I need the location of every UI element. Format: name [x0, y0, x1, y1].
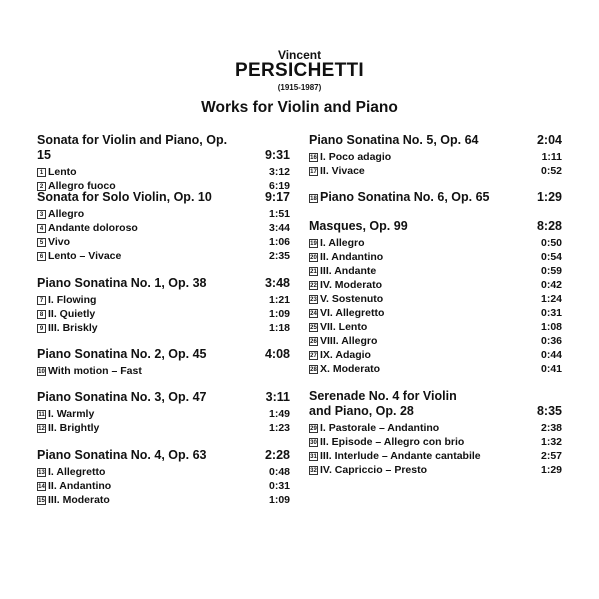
track-title: I. Allegretto	[48, 466, 106, 478]
work-title: Piano Sonatina No. 2, Op. 45	[37, 347, 207, 361]
track-number: 28	[310, 367, 317, 373]
track-row	[309, 250, 562, 264]
track-title: I. Pastorale – Andantino	[320, 422, 440, 434]
track-title: Vivo	[48, 236, 70, 248]
track-row	[37, 321, 290, 335]
track-row	[37, 249, 290, 263]
track-number: 22	[310, 283, 317, 289]
track-row	[37, 293, 290, 307]
composer-dates: (1915-1987)	[277, 83, 322, 92]
track-title: II. Brightly	[48, 422, 100, 434]
work-title: Piano Sonatina No. 5, Op. 64	[309, 133, 479, 147]
track-number: 15	[38, 498, 45, 504]
work-title: Piano Sonatina No. 1, Op. 38	[37, 276, 207, 290]
track-number: 24	[310, 311, 317, 317]
track-row	[37, 207, 290, 221]
work-title-row	[37, 448, 290, 463]
work-title-line2: and Piano, Op. 28	[309, 404, 414, 418]
track-number: 23	[310, 297, 317, 303]
track-row	[309, 421, 562, 435]
track-title: II. Vivace	[320, 165, 365, 177]
track-title: X. Moderato	[320, 363, 381, 375]
track-duration: 1:24	[540, 293, 562, 305]
track-title: Lento	[48, 166, 77, 178]
work-title-row	[309, 219, 562, 234]
track-title: V. Sostenuto	[320, 293, 384, 305]
track-duration: 1:09	[268, 308, 290, 320]
track-row	[37, 493, 290, 507]
track-title: I. Poco adagio	[320, 151, 392, 163]
work-duration: 1:29	[536, 190, 562, 204]
track-duration: 1:51	[268, 208, 290, 220]
track-number: 6	[37, 252, 46, 261]
track-row	[37, 407, 290, 421]
track-number: 16	[310, 155, 317, 161]
track-title: IV. Capriccio – Presto	[320, 464, 427, 476]
track-duration: 1:29	[540, 464, 562, 476]
track-title: I. Flowing	[48, 294, 97, 306]
work-piano-sonatina-5	[309, 133, 562, 178]
track-duration: 0:36	[540, 335, 562, 347]
track-row	[309, 449, 562, 463]
track-number: 31	[310, 454, 317, 460]
work-title: Sonata for Solo Violin, Op. 10	[37, 190, 212, 204]
track-title: III. Moderato	[48, 494, 110, 506]
track-title: With motion – Fast	[48, 365, 142, 377]
track-duration: 3:44	[268, 222, 290, 234]
work-title: Masques, Op. 99	[309, 219, 408, 233]
track-duration: 0:44	[540, 349, 562, 361]
track-duration: 3:12	[268, 166, 290, 178]
work-title-row	[37, 276, 290, 291]
work-violin-sonata-op15	[37, 133, 290, 193]
track-row	[37, 465, 290, 479]
track-title: I. Allegro	[320, 237, 365, 249]
track-row	[309, 236, 562, 250]
track-title: VI. Allegretto	[320, 307, 385, 319]
work-title: Piano Sonatina No. 6, Op. 65	[320, 190, 490, 204]
composer-first-name: Vincent	[277, 48, 322, 62]
track-title: VII. Lento	[320, 321, 368, 333]
track-number: 21	[310, 269, 317, 275]
work-duration: 2:28	[264, 448, 290, 462]
track-row	[37, 165, 290, 179]
work-piano-sonatina-3	[37, 390, 290, 435]
work-piano-sonatina-1	[37, 276, 290, 335]
work-title-row	[309, 133, 562, 148]
track-number: 19	[310, 241, 317, 247]
work-serenade-no4-op28	[309, 389, 562, 477]
work-piano-sonatina-2	[37, 347, 290, 378]
track-title: III. Briskly	[48, 322, 98, 334]
track-row	[309, 334, 562, 348]
track-duration: 1:21	[268, 294, 290, 306]
track-number: 5	[37, 238, 46, 247]
track-row	[309, 320, 562, 334]
track-row	[309, 435, 562, 449]
work-title-row	[37, 347, 290, 362]
track-number: 25	[310, 325, 317, 331]
track-title: III. Andante	[320, 265, 377, 277]
track-duration: 0:59	[540, 265, 562, 277]
composer-last-name: PERSICHETTI	[235, 60, 364, 81]
track-number: 11	[38, 412, 45, 418]
album-title: Works for Violin and Piano	[201, 99, 398, 116]
track-number: 13	[38, 470, 45, 476]
track-duration: 2:57	[540, 450, 562, 462]
track-title: Allegro fuoco	[48, 180, 116, 192]
track-number: 27	[310, 353, 317, 359]
work-duration: 3:48	[264, 276, 290, 290]
track-title: Andante doloroso	[48, 222, 138, 234]
track-duration: 1:18	[268, 322, 290, 334]
track-duration: 1:11	[541, 151, 562, 163]
track-number: 26	[310, 339, 317, 345]
track-duration: 0:54	[540, 251, 562, 263]
track-duration: 1:06	[268, 236, 290, 248]
track-row	[309, 278, 562, 292]
track-title: VIII. Allegro	[320, 335, 378, 347]
track-row	[37, 235, 290, 249]
work-title-row	[309, 190, 562, 205]
track-row	[309, 150, 562, 164]
track-title: IX. Adagio	[320, 349, 371, 361]
track-row	[37, 307, 290, 321]
work-title: Piano Sonatina No. 3, Op. 47	[37, 390, 207, 404]
work-duration: 4:08	[264, 347, 290, 361]
track-duration: 0:48	[268, 466, 290, 478]
track-title: Allegro	[48, 208, 85, 220]
track-number: 1	[37, 168, 46, 177]
track-title: III. Interlude – Andante cantabile	[320, 450, 481, 462]
track-row	[37, 421, 290, 435]
work-title-row	[37, 190, 290, 205]
track-duration: 2:35	[268, 250, 290, 262]
track-row	[37, 221, 290, 235]
track-row	[309, 348, 562, 362]
track-duration: 0:52	[540, 165, 562, 177]
track-number: 8	[37, 310, 46, 319]
track-row	[37, 364, 290, 378]
work-duration: 8:35	[536, 404, 562, 418]
track-number: 10	[38, 369, 45, 375]
work-title: Piano Sonatina No. 4, Op. 63	[37, 448, 207, 462]
track-row	[309, 164, 562, 178]
work-piano-sonatina-4	[37, 448, 290, 507]
track-number: 12	[38, 426, 45, 432]
track-row	[37, 479, 290, 493]
track-duration: 1:49	[268, 408, 290, 420]
track-duration: 0:31	[268, 480, 290, 492]
work-masques-op99	[309, 219, 562, 376]
track-number: 3	[37, 210, 46, 219]
track-title: IV. Moderato	[320, 279, 383, 291]
track-number: 20	[310, 255, 317, 261]
track-number: 9	[37, 324, 46, 333]
track-duration: 1:23	[268, 422, 290, 434]
track-duration: 1:32	[540, 436, 562, 448]
track-title: II. Andantino	[320, 251, 384, 263]
track-row	[309, 463, 562, 477]
track-duration: 0:31	[540, 307, 562, 319]
track-number: 4	[37, 224, 46, 233]
track-title: I. Warmly	[48, 408, 95, 420]
track-title: II. Andantino	[48, 480, 112, 492]
work-duration: 8:28	[536, 219, 562, 233]
track-duration: 1:09	[268, 494, 290, 506]
track-row	[309, 292, 562, 306]
track-row	[309, 306, 562, 320]
work-duration: 9:17	[264, 190, 290, 204]
track-number: 30	[310, 440, 317, 446]
track-number: 17	[310, 169, 317, 175]
work-solo-violin-sonata-op10	[37, 190, 290, 263]
work-title: Sonata for Violin and Piano, Op. 15	[37, 133, 228, 162]
track-row	[309, 264, 562, 278]
track-title: Lento – Vivace	[48, 250, 122, 262]
work-title-row	[37, 390, 290, 405]
track-number: 2	[37, 182, 46, 191]
track-number: 32	[310, 468, 317, 474]
track-duration: 6:19	[268, 180, 290, 192]
track-duration: 0:50	[540, 237, 562, 249]
track-duration: 2:38	[540, 422, 562, 434]
work-piano-sonatina-6	[309, 190, 562, 205]
work-duration: 9:31	[264, 148, 290, 162]
track-number: 14	[38, 484, 45, 490]
track-row	[309, 362, 562, 376]
work-title-line1: Serenade No. 4 for Violin	[309, 389, 457, 403]
track-duration: 0:41	[540, 363, 562, 375]
track-number: 7	[37, 296, 46, 305]
track-duration: 1:08	[540, 321, 562, 333]
track-duration: 0:42	[540, 279, 562, 291]
track-title: II. Quietly	[48, 308, 96, 320]
track-number: 29	[310, 426, 317, 432]
track-title: II. Episode – Allegro con brio	[320, 436, 465, 448]
work-title-row	[37, 133, 290, 163]
track-number: 18	[310, 196, 317, 202]
work-duration: 3:11	[265, 390, 290, 404]
work-duration: 2:04	[536, 133, 562, 147]
work-title-row	[309, 389, 562, 419]
